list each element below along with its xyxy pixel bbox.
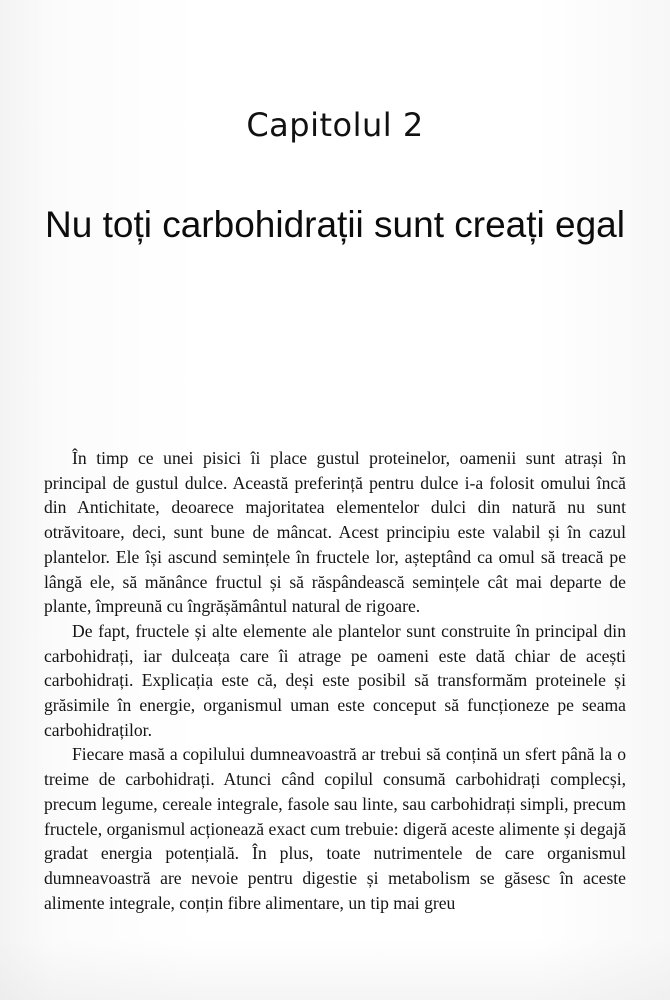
chapter-title: Nu toți carbohidrații sunt creați egal xyxy=(45,204,625,245)
page-shadow xyxy=(0,940,670,1000)
paragraph: În timp ce unei pisici îi place gustul proteinelor, oamenii sunt atrași în principal de gustul dulce. Această preferință pentru dulce i-a folosit omului încă din Antichitate, deoarece majoritatea elementelor dulci din natură nu sunt otrăvitoare, deci, sunt bune de mâncat. Acest principiu este valabil și în cazul plantelor. Ele își ascund semințele în fructele lor, așteptând ca omul să treacă pe lângă ele, să mănânce fructul și să răspândească semințele cât mai departe de plante, împreună cu îngrășământul natural de rigoare. xyxy=(44,448,626,617)
paragraph: Fiecare masă a copilului dumneavoastră ar trebui să conțină un sfert până la o treime de carbohidrați. Atunci când copilul consumă carbohidrați complecși, precum legume, cereale integrale, fasole sau linte, sau carbohidrați simpli, precum fructele, organismul acționează exact cum trebuie: digeră aceste alimente și degajă gradat energia potențială. În plus, toate nutrimentele de care organismul dumneavoastră are nevoie pentru digestie și metabolism se găsesc în aceste alimente integrale, conțin fibre alimentare, un tip mai greu xyxy=(44,744,626,913)
paragraph: De fapt, fructele și alte elemente ale plantelor sunt construite în principal din carbohidrați, iar dulceața care îi atrage pe oameni este dată chiar de acești carbohidrați. Explicația este că, deși este posibil să transformăm proteinele și grăsimile în energie, organismul uman este conceput să funcționeze pe seama carbohidraților. xyxy=(44,620,626,740)
body-text xyxy=(44,446,626,915)
chapter-label: Capitolul 2 xyxy=(246,106,424,144)
